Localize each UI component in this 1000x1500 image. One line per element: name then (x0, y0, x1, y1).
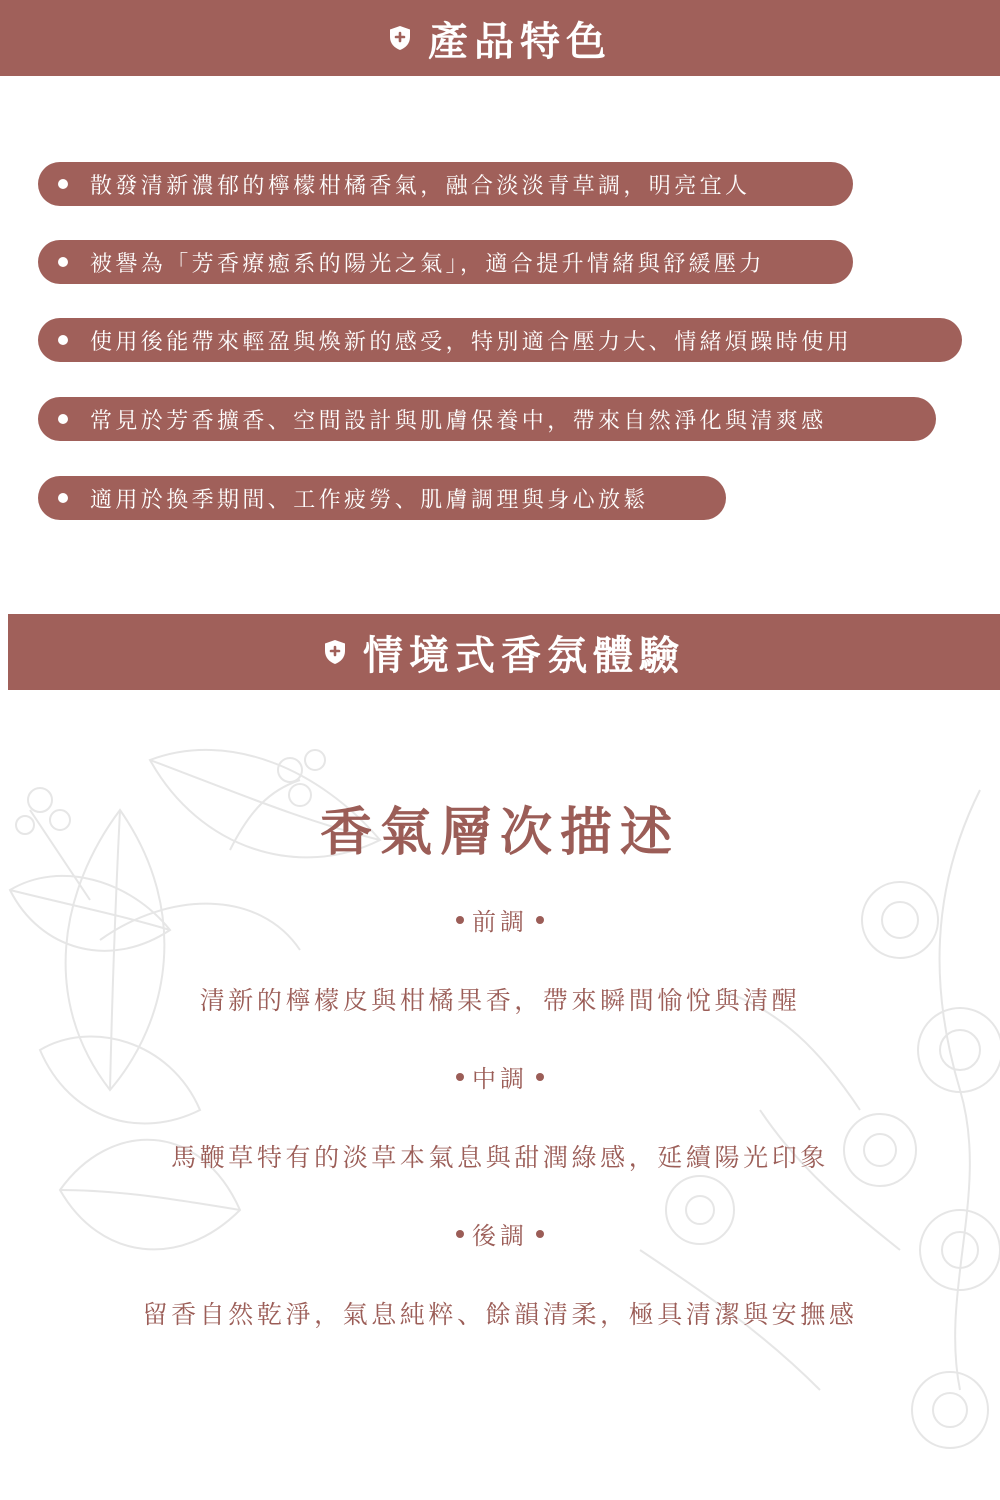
bullet-icon (58, 257, 68, 267)
feature-text: 適用於換季期間、工作疲勞、肌膚調理與身心放鬆 (90, 487, 649, 513)
feature-text: 常見於芳香擴香、空間設計與肌膚保養中，帶來自然淨化與清爽感 (90, 408, 827, 434)
bullet-icon (58, 414, 68, 424)
note-description-base: 留香自然乾淨，氣息純粹、餘韻清柔，極具清潔與安撫感 (142, 1300, 858, 1329)
feature-text: 散發清新濃郁的檸檬柑橘香氣，融合淡淡青草調，明亮宜人 (90, 173, 751, 199)
bullet-icon (456, 1230, 464, 1238)
section-banner-scent-experience (8, 614, 1000, 690)
bullet-icon (58, 493, 68, 503)
bullet-icon (58, 179, 68, 189)
note-label-middle (0, 1059, 1000, 1094)
feature-item (38, 476, 726, 520)
feature-item (38, 397, 936, 441)
feature-text: 使用後能帶來輕盈與煥新的感受，特別適合壓力大、情緒煩躁時使用 (90, 329, 853, 355)
bullet-icon (456, 916, 464, 924)
shield-plus-icon (388, 25, 412, 51)
feature-item (38, 240, 853, 284)
bullet-icon (58, 335, 68, 345)
bullet-icon (536, 1230, 544, 1238)
bullet-icon (456, 1073, 464, 1081)
note-label-text: 前調 (472, 908, 528, 936)
scent-heading: 香氣層次描述 (319, 802, 680, 863)
feature-text: 被譽為「芳香療癒系的陽光之氣」，適合提升情緒與舒緩壓力 (90, 251, 765, 277)
note-label-text: 後調 (472, 1222, 528, 1250)
section-title: 情境式香氛體驗 (363, 631, 685, 679)
note-label-top (0, 902, 1000, 937)
note-label-base (0, 1216, 1000, 1251)
bullet-icon (536, 1073, 544, 1081)
section-title: 產品特色 (428, 17, 612, 65)
feature-item (38, 162, 853, 206)
bullet-icon (536, 916, 544, 924)
note-description-middle: 馬鞭草特有的淡草本氣息與甜潤綠感，延續陽光印象 (171, 1143, 829, 1172)
section-banner-product-features (0, 0, 1000, 76)
note-label-text: 中調 (472, 1065, 528, 1093)
feature-item (38, 318, 962, 362)
shield-plus-icon (323, 639, 347, 665)
note-description-top: 清新的檸檬皮與柑橘果香，帶來瞬間愉悅與清醒 (199, 986, 801, 1015)
